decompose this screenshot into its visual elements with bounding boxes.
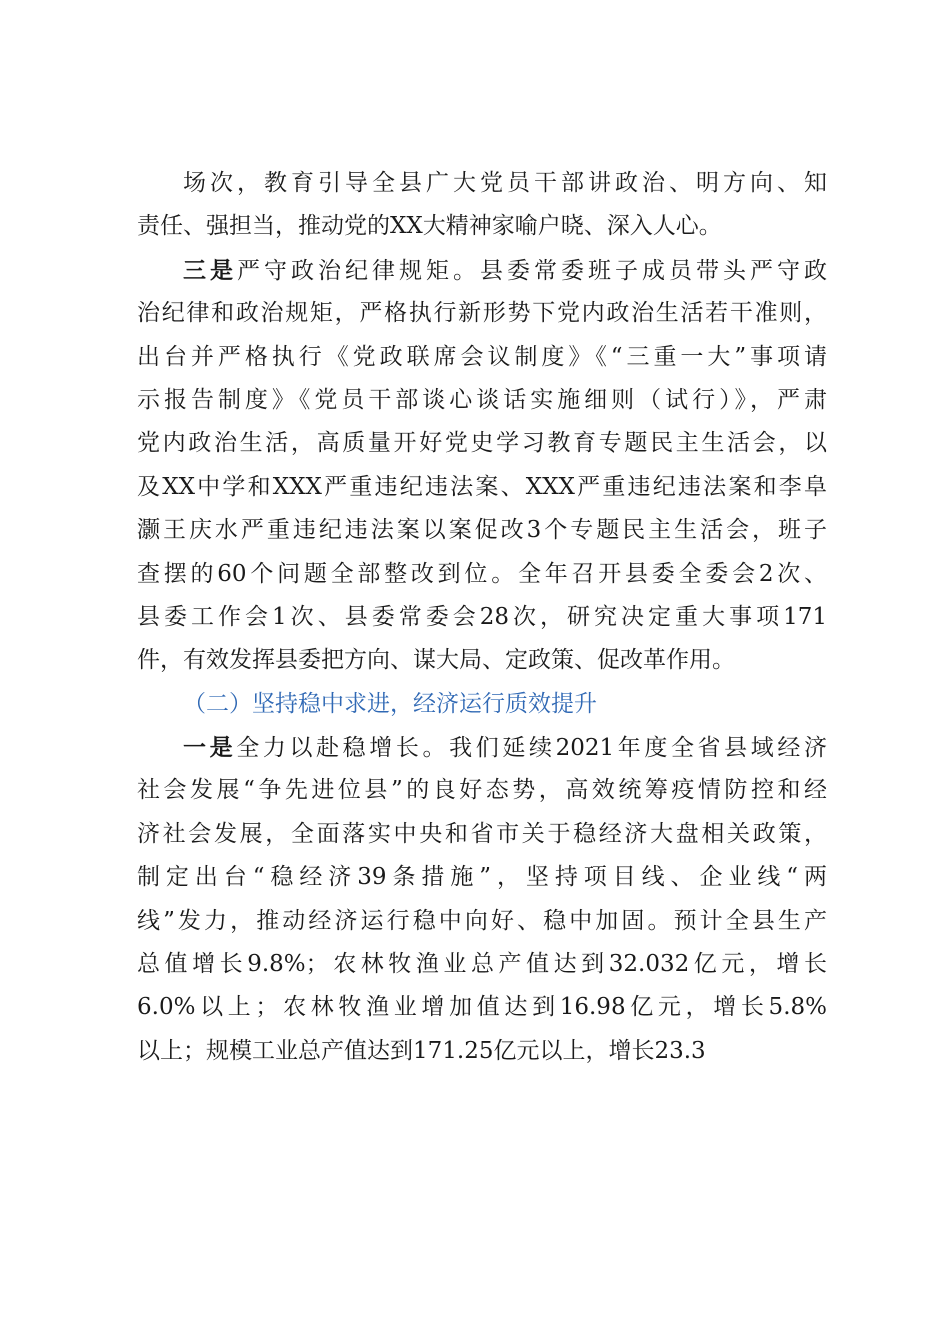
- paragraph-line: 线”发力，推动经济运行稳中向好、稳中加固。预计全县生产: [137, 907, 827, 934]
- paragraph-first-line: [137, 726, 827, 769]
- paragraph-line: 社会发展“争先进位县”的良好态势，高效统筹疫情防控和经: [137, 777, 827, 804]
- paragraph-first-text: 严守政治纪律规矩。县委常委班子成员带头严守政: [237, 257, 827, 284]
- paragraph-line: 党内政治生活，高质量开好党史学习教育专题民主生活会，以: [137, 430, 827, 457]
- paragraph-line: 济社会发展，全面落实中央和省市关于稳经济大盘相关政策，: [137, 820, 827, 847]
- paragraph-lead: 一是: [183, 734, 237, 762]
- paragraph-line: 及XX中学和XXX严重违纪违法案、XXX严重违纪违法案和李阜: [137, 473, 827, 500]
- paragraph-first-text: 全力以赴稳增长。我们延续2021年度全省县域经济: [236, 735, 827, 762]
- paragraph-line: 治纪律和政治规矩，严格执行新形势下党内政治生活若干准则，: [137, 300, 827, 327]
- paragraph-line: 查摆的60个问题全部整改到位。全年召开县委全委会2次、: [137, 560, 827, 587]
- paragraph-line: 件，有效发挥县委把方向、谋大局、定政策、促改革作用。: [137, 647, 735, 674]
- paragraph-line: 6.0%以上；农林牧渔业增加值达到16.98亿元，增长5.8%: [137, 994, 827, 1021]
- paragraph-line: 以上；规模工业总产值达到171.25亿元以上，增长23.3: [137, 1037, 706, 1064]
- paragraph-lead: 三是: [183, 256, 237, 284]
- paragraph-line: 县委工作会1次、县委常委会28次，研究决定重大事项171: [137, 603, 827, 630]
- paragraph-line: 总值增长9.8%；农林牧渔业总产值达到32.032亿元，增长: [137, 951, 827, 978]
- paragraph-line: 出台并严格执行《党政联席会议制度》《“三重一大”事项请: [137, 343, 827, 370]
- paragraph-line: 责任、强担当，推动党的XX大精神家喻户晓、深入人心。: [137, 213, 722, 240]
- document-body: [137, 162, 827, 1073]
- paragraph-line: 制定出台“稳经济39条措施”，坚持项目线、企业线“两: [137, 864, 827, 891]
- paragraph-line: 场次，教育引导全县广大党员干部讲政治、明方向、知: [183, 170, 827, 196]
- paragraph-line: 灏王庆水严重违纪违法案以案促改3个专题民主生活会，班子: [137, 517, 827, 544]
- section-heading: （二）坚持稳中求进，经济运行质效提升: [183, 690, 597, 717]
- paragraph-line: 示报告制度》《党员干部谈心谈话实施细则（试行）》，严肃: [137, 386, 827, 413]
- paragraph-first-line: [137, 249, 827, 292]
